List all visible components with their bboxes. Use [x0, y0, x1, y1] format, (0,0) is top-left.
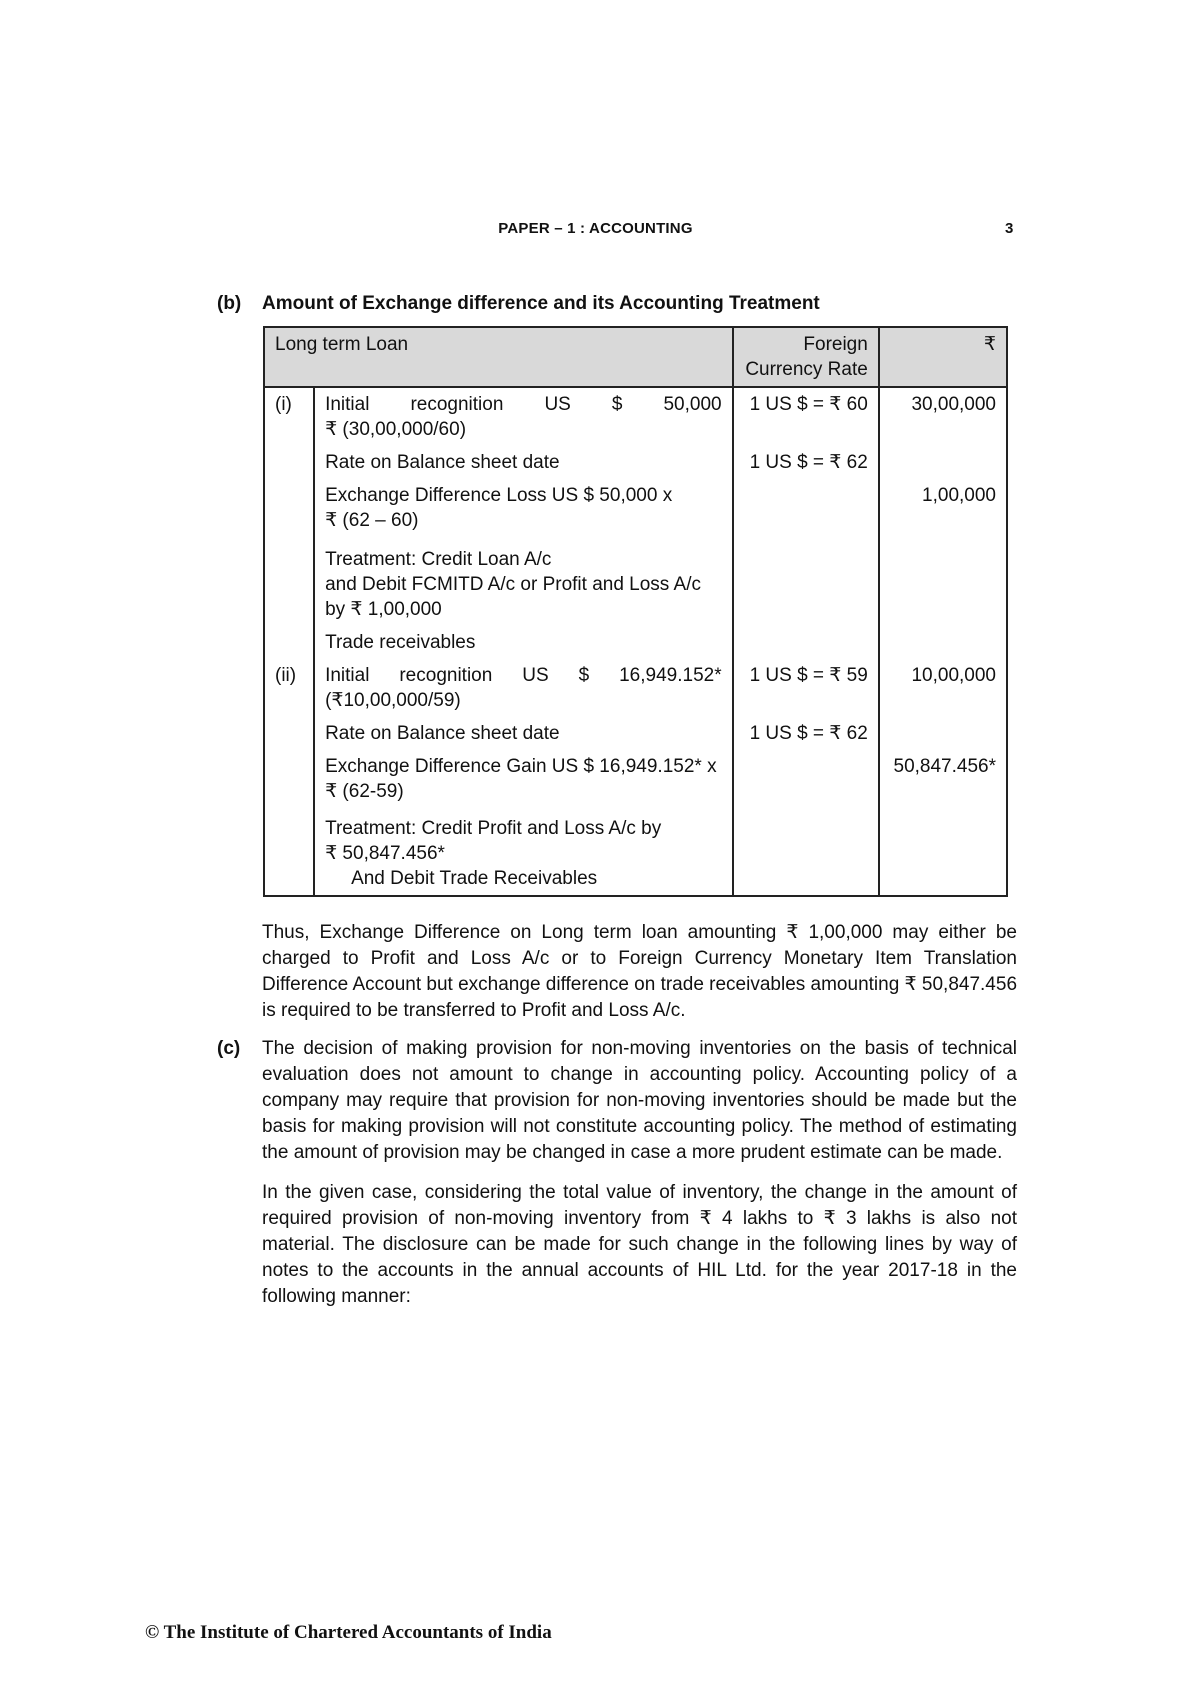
word: Initial	[325, 665, 370, 686]
desc-line: ₹ (30,00,000/60)	[325, 419, 467, 440]
word: $	[578, 665, 590, 686]
table-row	[264, 446, 1007, 479]
row-rate	[733, 537, 879, 626]
row-amount: 1,00,000	[879, 479, 1007, 537]
header-rate-line1: Foreign	[803, 334, 868, 355]
section-b-title: Amount of Exchange difference and its Accounting Treatment	[262, 293, 820, 314]
row-number	[264, 717, 314, 750]
row-description	[314, 537, 733, 626]
justified-line	[325, 663, 722, 688]
header-long-term-loan: Long term Loan	[264, 327, 733, 387]
row-rate: 1 US $ = ₹ 62	[733, 446, 879, 479]
row-number	[264, 808, 314, 896]
row-description: Trade receivables	[314, 626, 733, 659]
desc-line: Exchange Difference Gain US $ 16,949.152* x	[325, 756, 717, 777]
desc-line: Treatment: Credit Profit and Loss A/c by	[325, 818, 662, 839]
row-number	[264, 626, 314, 659]
row-rate: 1 US $ = ₹ 59	[733, 659, 879, 717]
table-row	[264, 387, 1007, 446]
word: 16,949.152*	[619, 665, 722, 686]
word: US	[522, 665, 549, 686]
desc-line: by ₹ 1,00,000	[325, 599, 442, 620]
desc-line: And Debit Trade Receivables	[351, 868, 598, 889]
row-number: (i)	[264, 387, 314, 446]
justified-line	[325, 392, 722, 417]
desc-line: and Debit FCMITD A/c or Profit and Loss A/c	[325, 574, 701, 595]
section-b-conclusion: Thus, Exchange Difference on Long term loan amounting ₹ 1,00,000 may either be charged to Profit and Loss A/c or to Foreign Currency Monetary Item Translation Difference Account but exchange difference on trade receivables amounting ₹ 50,847.456 is required to be transferred to Profit and Loss A/c.	[262, 922, 1018, 1021]
row-amount: 30,00,000	[879, 387, 1007, 446]
word: $	[611, 394, 623, 415]
row-number	[264, 537, 314, 626]
section-c-paragraph-1: The decision of making provision for non-moving inventories on the basis of technical evaluation does not amount to change in accounting policy. Accounting policy of a company may require that provision for non-moving inventories should be made but the basis for making provision will not constitute accounting policy. The method of estimating the amount of provision may be changed in case a more prudent estimate can be made.	[262, 1038, 1017, 1163]
row-amount	[879, 717, 1007, 750]
section-c-paragraph-2: In the given case, considering the total value of inventory, the change in the amount of required provision of non-moving inventory from ₹ 4 lakhs to ₹ 3 lakhs is also not material. The disclosure can be made for such change in the following lines by way of notes to the accounts in the annual accounts of HIL Ltd. for the year 2017-18 in the following manner:	[262, 1182, 1017, 1307]
section-b-label: (b)	[217, 293, 242, 314]
desc-line: (₹10,00,000/59)	[325, 690, 461, 711]
word: recognition	[410, 394, 504, 415]
row-amount	[879, 446, 1007, 479]
row-rate	[733, 626, 879, 659]
row-amount	[879, 626, 1007, 659]
table-row	[264, 808, 1007, 896]
desc-line: ₹ (62-59)	[325, 781, 404, 802]
row-description: Rate on Balance sheet date	[314, 446, 733, 479]
header-foreign-currency-rate	[733, 327, 879, 387]
section-c-label: (c)	[217, 1038, 241, 1059]
desc-line: ₹ (62 – 60)	[325, 510, 419, 531]
row-description	[314, 387, 733, 446]
row-amount	[879, 808, 1007, 896]
row-rate	[733, 479, 879, 537]
table-row	[264, 626, 1007, 659]
row-description: Rate on Balance sheet date	[314, 717, 733, 750]
desc-line: ₹ 50,847.456*	[325, 843, 445, 864]
footer-copyright: © The Institute of Chartered Accountants of India	[145, 1622, 552, 1643]
row-rate	[733, 808, 879, 896]
row-amount: 10,00,000	[879, 659, 1007, 717]
table-row	[264, 537, 1007, 626]
word: recognition	[399, 665, 493, 686]
row-number	[264, 446, 314, 479]
page-number: 3	[1005, 220, 1014, 237]
desc-line: Exchange Difference Loss US $ 50,000 x	[325, 485, 673, 506]
word: 50,000	[663, 394, 722, 415]
table-header-row	[264, 327, 1007, 387]
row-number	[264, 750, 314, 808]
table-row	[264, 659, 1007, 717]
row-rate	[733, 750, 879, 808]
desc-line: Treatment: Credit Loan A/c	[325, 549, 552, 570]
row-amount: 50,847.456*	[879, 750, 1007, 808]
row-number	[264, 479, 314, 537]
row-rate: 1 US $ = ₹ 62	[733, 717, 879, 750]
row-rate: 1 US $ = ₹ 60	[733, 387, 879, 446]
table-row	[264, 750, 1007, 808]
row-description	[314, 479, 733, 537]
exchange-difference-table	[263, 326, 1008, 897]
row-description	[314, 659, 733, 717]
row-description	[314, 750, 733, 808]
header-rate-line2: Currency Rate	[745, 359, 868, 380]
row-description	[314, 808, 733, 896]
table-row	[264, 717, 1007, 750]
page-header-title: PAPER – 1 : ACCOUNTING	[498, 220, 693, 237]
row-amount	[879, 537, 1007, 626]
word: US	[544, 394, 571, 415]
header-rupee: ₹	[879, 327, 1007, 387]
row-number: (ii)	[264, 659, 314, 717]
word: Initial	[325, 394, 370, 415]
table-row	[264, 479, 1007, 537]
